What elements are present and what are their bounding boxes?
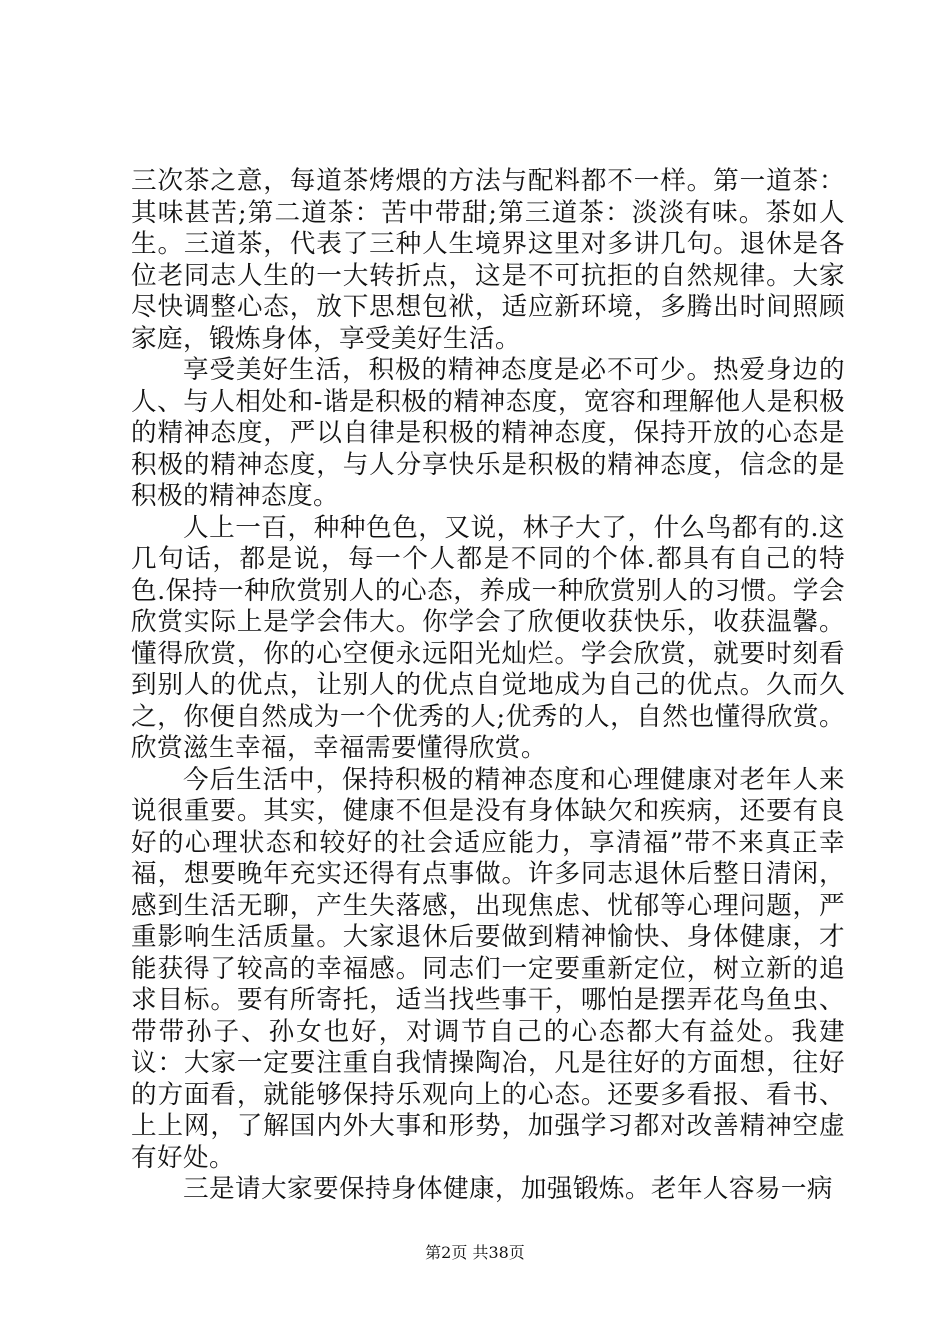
- document-body: [131, 166, 845, 1206]
- paragraph-continued: 三次茶之意，每道茶烤煨的方法与配料都不一样。第一道茶：其味甚苦;第二道茶：苦中带甜;第三道茶：淡淡有味。茶如人生。三道茶，代表了三种人生境界这里对多讲几句。退休是各位老同志人生的一大转折点，这是不可抗拒的自然规律。大家尽快调整心态，放下思想包袱，适应新环境，多腾出时间照顾家庭，锻炼身体，享受美好生活。: [131, 166, 845, 354]
- paragraph: 三是请大家要保持身体健康，加强锻炼。老年人容易一病: [183, 1174, 833, 1204]
- paragraph: 人上一百，种种色色，又说，林子大了，什么鸟都有的.这几句话，都是说，每一个人都是不同的个体.都具有自己的特色.保持一种欣赏别人的心态，养成一种欣赏别人的习惯。学会欣赏实际上是学会伟大。你学会了欣便收获快乐，收获温馨。懂得欣赏，你的心空便永远阳光灿烂。学会欣赏，就要时刻看到别人的优点，让别人的优点自觉地成为自己的优点。久而久之，你便自然成为一个优秀的人;优秀的人，自然也懂得欣赏。欣赏滋生幸福，幸福需要懂得欣赏。: [131, 512, 845, 763]
- page-number-footer: 第2页 共38页: [425, 1243, 525, 1262]
- paragraph: 享受美好生活，积极的精神态度是必不可少。热爱身边的人、与人相处和-谐是积极的精神态度，宽容和理解他人是积极的精神态度，严以自律是积极的精神态度，保持开放的心态是积极的精神态度，与人分享快乐是积极的精神态度，信念的是积极的精神态度。: [131, 355, 845, 511]
- paragraph: 今后生活中，保持积极的精神态度和心理健康对老年人来说很重要。其实，健康不但是没有身体缺欠和疾病，还要有良好的心理状态和较好的社会适应能力，享清福”带不来真正幸福，想要晚年充实还得有点事做。许多同志退休后整日清闲，感到生活无聊，产生失落感，出现焦虑、忧郁等心理问题，严重影响生活质量。大家退休后要做到精神愉快、身体健康，才能获得了较高的幸福感。同志们一定要重新定位，树立新的追求目标。要有所寄托，适当找些事干，哪怕是摆弄花鸟鱼虫、带带孙子、孙女也好，对调节自己的心态都大有益处。我建议：大家一定要注重自我情操陶冶，凡是往好的方面想，往好的方面看，就能够保持乐观向上的心态。还要多看报、看书、上上网，了解国内外大事和形势，加强学习都对改善精神空虚有好处。: [131, 764, 845, 1173]
